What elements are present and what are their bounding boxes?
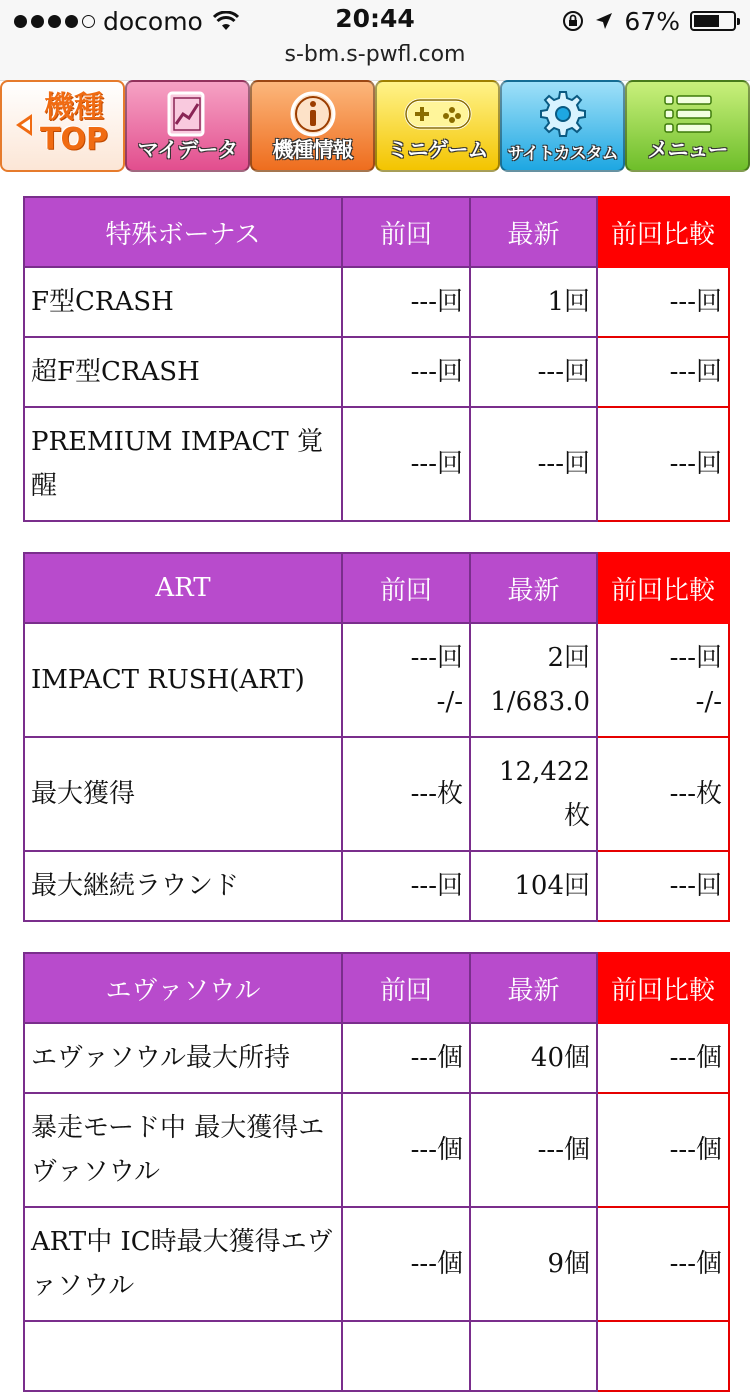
row-latest: 2回 1/683.0: [470, 623, 597, 737]
table-row: [24, 737, 729, 851]
table-row: [24, 1207, 729, 1321]
row-compare: ---回: [597, 851, 729, 921]
table-row: [24, 1023, 729, 1093]
row-name: 暴走モード中 最大獲得エヴァソウル: [24, 1093, 342, 1207]
header-previous: 前回: [342, 953, 470, 1023]
row-previous: ---個: [342, 1207, 470, 1321]
gear-icon: [502, 88, 623, 140]
row-compare: ---回: [597, 407, 729, 521]
nav-site-custom-button[interactable]: [500, 80, 625, 172]
nav-mydata-label: マイデータ: [137, 138, 238, 162]
nav-mydata-button[interactable]: [125, 80, 250, 172]
top-nav: [0, 80, 750, 172]
table-row-partial: [24, 1321, 729, 1391]
nav-machine-top-label: 機種 TOP: [40, 90, 108, 157]
row-name: PREMIUM IMPACT 覚醒: [24, 407, 342, 521]
row-latest: 104回: [470, 851, 597, 921]
table-header-row: [24, 953, 729, 1023]
header-previous: 前回: [342, 197, 470, 267]
nav-menu-label: メニュー: [647, 138, 728, 162]
table-row: [24, 1093, 729, 1207]
clock: 20:44: [335, 4, 415, 33]
nav-minigame-button[interactable]: [375, 80, 500, 172]
nav-machine-top-button[interactable]: [0, 80, 125, 172]
row-compare: ---個: [597, 1093, 729, 1207]
row-previous: ---回: [342, 851, 470, 921]
row-previous: ---枚: [342, 737, 470, 851]
row-compare: ---回: [597, 267, 729, 337]
row-name: F型CRASH: [24, 267, 342, 337]
row-name: ART中 IC時最大獲得エヴァソウル: [24, 1207, 342, 1321]
battery-percent: 67%: [624, 6, 680, 36]
special-bonus-table: [23, 196, 730, 522]
row-latest: 40個: [470, 1023, 597, 1093]
eva-soul-table: [23, 952, 730, 1392]
row-name: 最大継続ラウンド: [24, 851, 342, 921]
table-row: [24, 337, 729, 407]
info-icon: [252, 88, 373, 140]
table-header-row: [24, 197, 729, 267]
row-name: IMPACT RUSH(ART): [24, 623, 342, 737]
header-category: ART: [24, 553, 342, 623]
row-previous: ---個: [342, 1093, 470, 1207]
nav-site-custom-label: サイトカスタム: [507, 144, 618, 164]
table-row: [24, 407, 729, 521]
row-latest: ---回: [470, 337, 597, 407]
header-category: 特殊ボーナス: [24, 197, 342, 267]
row-latest: ---個: [470, 1093, 597, 1207]
row-previous: ---個: [342, 1023, 470, 1093]
chart-document-icon: [127, 88, 248, 140]
table-row: [24, 623, 729, 737]
nav-machine-info-button[interactable]: [250, 80, 375, 172]
row-previous: ---回: [342, 407, 470, 521]
row-compare: ---枚: [597, 737, 729, 851]
gamepad-icon: [377, 88, 498, 140]
status-bar: [0, 0, 750, 81]
row-name: 最大獲得: [24, 737, 342, 851]
header-previous: 前回: [342, 553, 470, 623]
url-bar[interactable]: s-bm.s-pwfl.com: [284, 42, 466, 67]
row-latest: 9個: [470, 1207, 597, 1321]
carrier-name: docomo: [103, 6, 203, 36]
header-latest: 最新: [470, 953, 597, 1023]
row-latest: 1回: [470, 267, 597, 337]
header-latest: 最新: [470, 553, 597, 623]
header-latest: 最新: [470, 197, 597, 267]
nav-minigame-label: ミニゲーム: [387, 138, 488, 162]
table-header-row: [24, 553, 729, 623]
header-compare: 前回比較: [597, 197, 729, 267]
row-compare: ---個: [597, 1023, 729, 1093]
row-compare: ---回: [597, 337, 729, 407]
header-compare: 前回比較: [597, 953, 729, 1023]
row-compare: ---個: [597, 1207, 729, 1321]
list-icon: [627, 88, 748, 140]
nav-menu-button[interactable]: [625, 80, 750, 172]
row-latest: 12,422 枚: [470, 737, 597, 851]
table-row: [24, 851, 729, 921]
art-table: [23, 552, 730, 922]
header-compare: 前回比較: [597, 553, 729, 623]
table-row: [24, 267, 729, 337]
row-name: エヴァソウル最大所持: [24, 1023, 342, 1093]
row-previous: ---回: [342, 337, 470, 407]
row-previous: ---回: [342, 267, 470, 337]
row-compare: ---回 -/-: [597, 623, 729, 737]
back-arrow-icon: [16, 114, 32, 136]
row-latest: ---回: [470, 407, 597, 521]
battery-icon: [690, 11, 736, 31]
header-category: エヴァソウル: [24, 953, 342, 1023]
rotation-lock-icon: [562, 10, 584, 32]
row-previous: ---回 -/-: [342, 623, 470, 737]
location-arrow-icon: [594, 11, 614, 31]
nav-machine-info-label: 機種情報: [272, 138, 353, 162]
status-right: [562, 6, 736, 36]
row-name: 超F型CRASH: [24, 337, 342, 407]
